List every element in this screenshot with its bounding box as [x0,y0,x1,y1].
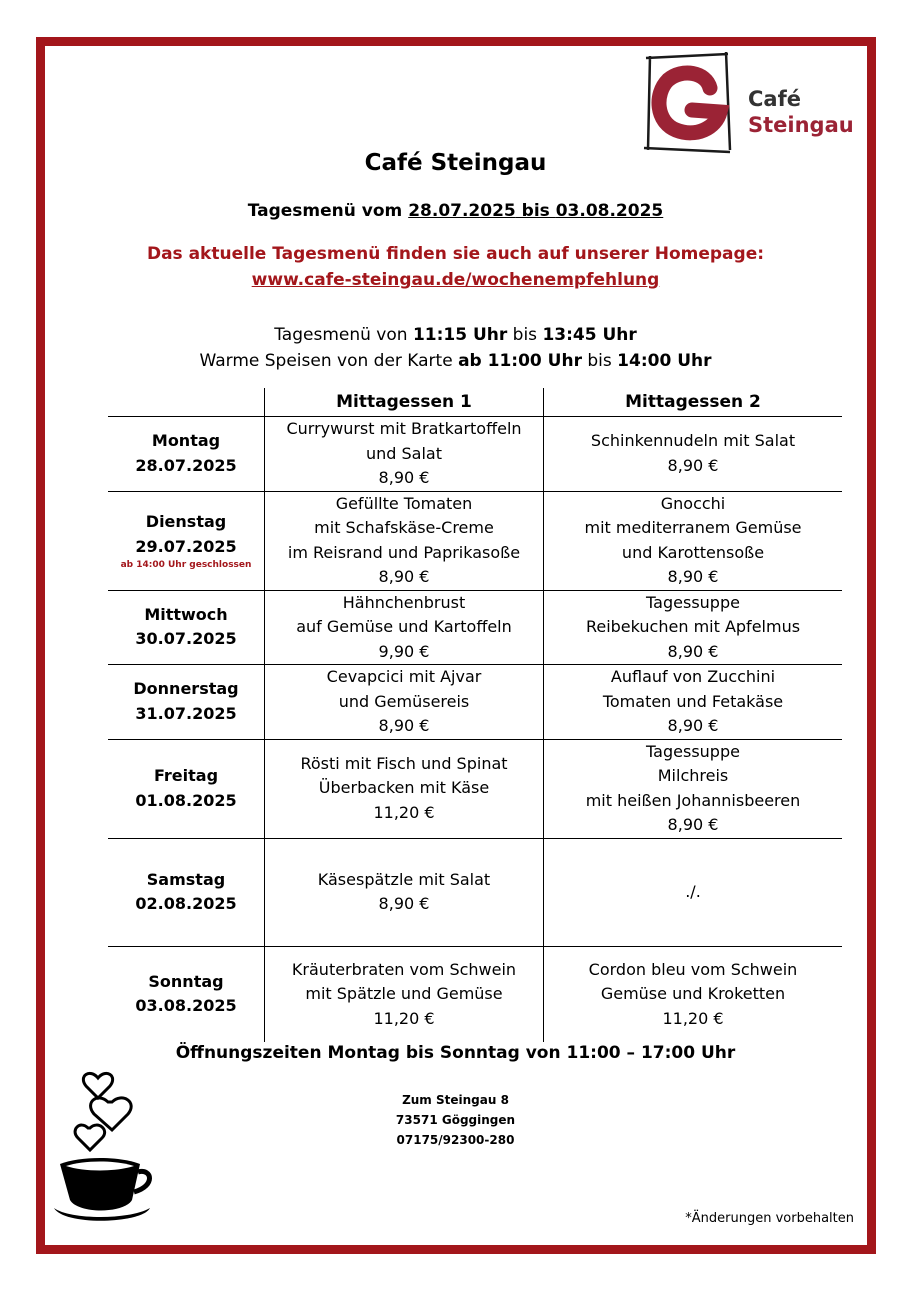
menu-period [0,201,911,221]
day-cell [108,946,265,1042]
dish-line: 8,90 € [667,455,719,475]
dish-line: Currywurst mit Bratkartoffeln [286,419,522,438]
dish-line: Auflauf von Zucchini [610,667,776,686]
day-name: Freitag [153,766,219,785]
hours-text: Tagesmenü von [274,325,413,345]
dish-line: Hähnchenbrust [342,592,466,612]
address-phone: 07175/92300-280 [396,1133,515,1147]
dish-line: Kräuterbraten vom Schwein [291,959,517,979]
dish-line: Gnocchi [660,493,726,513]
hours-text: bis [507,325,543,345]
table-row [108,491,842,590]
day-cell [108,665,265,740]
mittagessen-2-cell [544,665,843,740]
dish-line: Tagessuppe [646,741,740,761]
closing-note: ab 14:00 Uhr geschlossen [120,560,252,570]
day-name: Mittwoch [144,604,228,624]
dish-line: im Reisrand und Paprikasoße [287,542,521,562]
mittagessen-2-cell [544,946,843,1042]
day-name: Montag [151,431,221,451]
hours-text: bis [581,351,618,371]
page-title: Café Steingau [364,150,547,176]
menu-table [108,388,842,1042]
mittagessen-2-cell [544,491,843,590]
dish-line: Schinkennudeln mit Salat [590,431,796,451]
address-street: Zum Steingau 8 [402,1093,509,1107]
dish-line: Cevapcici mit Ajvar [326,667,482,686]
dish-line: Tomaten und Fetakäse [602,691,784,711]
hours-line-1 [0,322,911,348]
hours-time: 11:15 Uhr [412,325,508,345]
dish-line: 8,90 € [667,716,719,735]
hours-line-2 [0,348,911,374]
mittagessen-2-cell [544,590,843,665]
hours-time: 13:45 Uhr [542,325,637,345]
mittagessen-1-cell [265,838,544,946]
dish-line: Rösti mit Fisch und Spinat [300,753,508,773]
table-row [108,665,842,740]
dish-line: 8,90 € [667,567,719,586]
table-row [108,739,842,838]
day-date: 29.07.2025 [135,536,237,556]
mittagessen-2-cell [544,417,843,492]
day-name: Dienstag [145,512,227,531]
dish-line: 8,90 € [667,641,719,661]
day-date: 01.08.2025 [135,790,237,810]
day-date: 28.07.2025 [135,455,237,475]
header-day [108,388,265,417]
dish-line: 11,20 € [662,1008,724,1028]
logo-text [748,86,854,138]
dish-line: auf Gemüse und Kartoffeln [296,617,512,636]
dish-line: Käsespätzle mit Salat [317,869,491,889]
day-cell [108,838,265,946]
table-row [108,946,842,1042]
coffee-cup-icon [50,1068,160,1228]
dish-line: Reibekuchen mit Apfelmus [585,617,801,636]
dish-line: Cordon bleu vom Schwein [588,959,798,979]
table-row [108,417,842,492]
mittagessen-2-cell [544,838,843,946]
homepage-link[interactable]: www.cafe-steingau.de/wochenempfehlung [251,270,660,290]
period-mid: bis [515,201,556,221]
period-to: 03.08.2025 [555,201,664,221]
address-city: 73571 Göggingen [395,1113,516,1127]
mittagessen-1-cell [265,946,544,1042]
notice-text: Das aktuelle Tagesmenü finden sie auch auf unserer Homepage: [146,244,765,264]
dish-line: 8,90 € [378,468,430,487]
day-cell [108,491,265,590]
logo-line-2: Steingau [748,113,854,137]
mittagessen-1-cell [265,665,544,740]
dish-line: und Karottensoße [621,542,765,562]
day-cell [108,739,265,838]
dish-line: Gefüllte Tomaten [335,493,473,513]
dish-line: und Salat [365,443,442,463]
dish-line: Tagessuppe [646,592,740,612]
hours-time: ab 11:00 Uhr [458,351,582,371]
dish-line: 9,90 € [378,641,430,661]
header-mittagessen-2: Mittagessen 2 [544,388,843,417]
dish-line: ./. [685,881,701,901]
table-row [108,590,842,665]
table-row [108,838,842,946]
dish-line: 8,90 € [378,716,430,735]
day-date: 03.08.2025 [135,996,237,1016]
day-name: Sonntag [148,971,224,991]
dish-line: mit heißen Johannisbeeren [585,790,801,810]
dish-line: Überbacken mit Käse [318,778,490,798]
day-cell [108,417,265,492]
dish-line: 11,20 € [373,802,435,822]
mittagessen-1-cell [265,417,544,492]
opening-hours: Öffnungszeiten Montag bis Sonntag von 11:00 – 17:00 Uhr [175,1043,736,1063]
period-prefix: Tagesmenü vom [247,201,409,221]
hours-time: 14:00 Uhr [617,351,712,371]
day-date: 02.08.2025 [135,894,237,913]
day-name: Donnerstag [133,679,239,699]
mittagessen-1-cell [265,739,544,838]
header-mittagessen-1: Mittagessen 1 [265,388,544,417]
dish-line: und Gemüsereis [338,691,470,711]
period-from: 28.07.2025 [408,201,516,221]
dish-line: 11,20 € [373,1008,435,1028]
day-date: 31.07.2025 [135,703,237,723]
serving-hours [0,322,911,374]
logo-line-1: Café [748,87,801,111]
mittagessen-2-cell [544,739,843,838]
dish-line: Gemüse und Kroketten [600,984,786,1003]
day-name: Samstag [146,869,226,889]
homepage-notice [0,241,911,293]
dish-line: mit mediterranem Gemüse [584,518,802,537]
dish-line: Milchreis [657,766,729,785]
day-date: 30.07.2025 [135,629,237,649]
table-header-row [108,388,842,417]
dish-line: mit Spätzle und Gemüse [305,984,503,1003]
dish-line: 8,90 € [378,894,430,913]
mittagessen-1-cell [265,590,544,665]
disclaimer: *Änderungen vorbehalten [685,1211,854,1226]
dish-line: 8,90 € [667,815,719,834]
mittagessen-1-cell [265,491,544,590]
hours-text: Warme Speisen von der Karte [199,351,459,371]
dish-line: 8,90 € [378,567,430,586]
day-cell [108,590,265,665]
dish-line: mit Schafskäse-Creme [314,518,494,537]
